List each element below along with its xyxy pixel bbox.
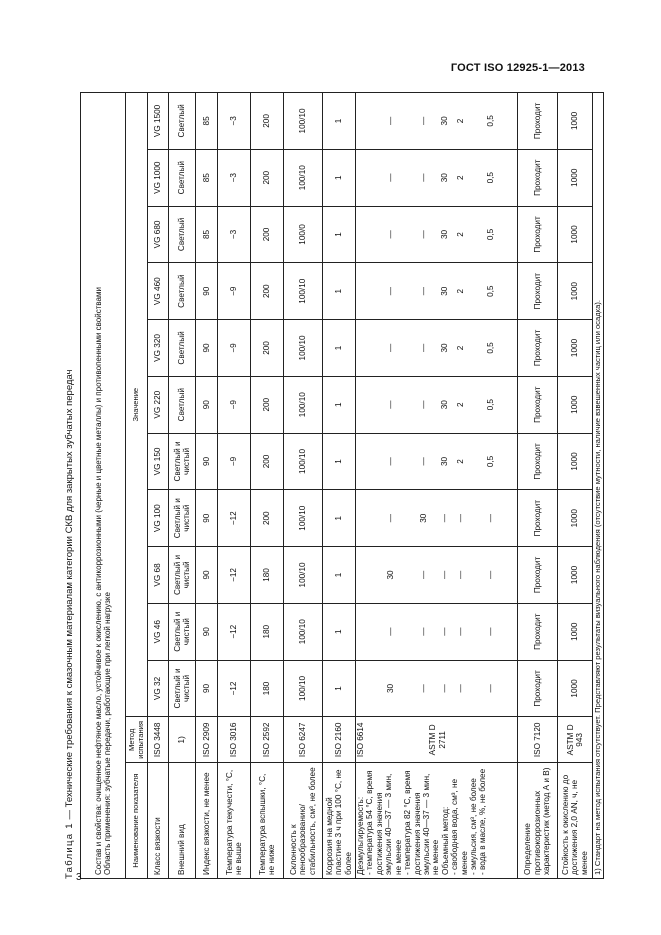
demulsibility-value: 0,5 [486, 342, 495, 354]
demulsibility-value: — [386, 343, 395, 353]
value-cell: 85 [196, 93, 218, 150]
demulsibility-value: — [419, 684, 428, 693]
demulsibility-value: 30 [386, 683, 395, 694]
demulsibility-value: — [419, 400, 428, 409]
demulsibility-title: Деэмульгируемость: [356, 796, 365, 875]
intro-composition: Состав и свойства: очищенное нефтяное масло, устойчивое к окислению, с антикоррозионными (черные и цветные металлы) и противопенными свойствами [93, 287, 103, 875]
table-caption-label: Таблица 1 [64, 822, 75, 879]
demulsibility-value: 2 [456, 232, 465, 237]
demulsibility-value: — [386, 514, 395, 523]
row-indicator: Склонность к пенообразованию/стабильность, см³, не более [284, 763, 323, 879]
value-cell: 90 [196, 263, 218, 320]
demulsibility-value: — [386, 173, 395, 182]
value-cell: 1000 [558, 376, 593, 433]
rotated-table-area [60, 92, 602, 879]
row-method: ISO 3448 [148, 717, 169, 763]
row-indicator: Класс вязкости [148, 763, 169, 879]
row-indicator: Температура вспышки, °С, не ниже [251, 763, 284, 879]
value-cell: 100/10 [284, 263, 323, 320]
header-method: Метод испытания [126, 717, 148, 763]
intro-row [81, 93, 126, 879]
value-cell: Светлый и чистый [169, 660, 196, 717]
demulsibility-value: 30 [440, 173, 449, 183]
value-cell: −9 [218, 263, 251, 320]
value-cell: 1 [323, 263, 356, 320]
value-cell [356, 490, 518, 547]
value-cell: Светлый [169, 206, 196, 263]
row-indicator: Индекс вязкости, не менее [196, 763, 218, 879]
demulsibility-value: — [486, 627, 495, 636]
demulsibility-value: 0,5 [486, 399, 495, 411]
demulsibility-value: — [419, 343, 428, 353]
value-cell: 1 [323, 433, 356, 490]
value-cell: 200 [251, 263, 284, 320]
value-cell: 90 [196, 547, 218, 604]
value-cell: 1000 [558, 660, 593, 717]
value-cell: 1000 [558, 93, 593, 150]
demulsibility-value: — [456, 627, 465, 636]
value-cell: 1000 [558, 433, 593, 490]
value-cell: Светлый и чистый [169, 547, 196, 604]
value-cell: 100/10 [284, 320, 323, 377]
value-cell: 90 [196, 660, 218, 717]
value-cell: Проходит [518, 376, 558, 433]
grade-header: VG 1000 [148, 149, 169, 206]
value-cell: 1000 [558, 149, 593, 206]
demulsibility-item: - свободная вода, см³, не менее [450, 778, 469, 875]
intro-cell [81, 93, 126, 879]
demulsibility-value: — [419, 173, 428, 182]
demulsibility-value: 30 [440, 286, 449, 296]
value-cell: 100/10 [284, 376, 323, 433]
value-cell: 1000 [558, 603, 593, 660]
value-cell: 100/10 [284, 490, 323, 547]
demulsibility-value: — [419, 627, 428, 636]
demulsibility-value: 2 [456, 402, 465, 407]
value-cell: −12 [218, 490, 251, 547]
value-cell: 1 [323, 320, 356, 377]
demulsibility-value: 2 [456, 118, 465, 124]
demulsibility-item: Объемный метод: [440, 806, 450, 875]
value-cell: 90 [196, 603, 218, 660]
value-cell: −9 [218, 433, 251, 490]
row-method: ISO 7120 [518, 717, 558, 763]
grade-header: VG 100 [148, 490, 169, 547]
value-cell: 200 [251, 433, 284, 490]
value-cell: 1 [323, 376, 356, 433]
value-cell [356, 263, 518, 320]
demulsibility-item: - эмульсия, см³, не более [469, 778, 479, 875]
value-cell: 200 [251, 490, 284, 547]
value-cell: Светлый [169, 93, 196, 150]
value-cell: 1 [323, 547, 356, 604]
demulsibility-value: — [419, 457, 428, 466]
value-cell: Светлый [169, 320, 196, 377]
row-method: ISO 2160 [323, 717, 356, 763]
value-cell: 1000 [558, 490, 593, 547]
value-cell: 1 [323, 660, 356, 717]
row-indicator [356, 763, 518, 879]
value-cell: Светлый [169, 149, 196, 206]
row-method [356, 717, 518, 763]
requirements-table [80, 92, 604, 879]
demulsibility-value: — [386, 287, 395, 296]
table-row [284, 93, 323, 879]
value-cell: Проходит [518, 433, 558, 490]
value-cell: Проходит [518, 263, 558, 320]
table-caption [60, 370, 80, 879]
demulsibility-value: — [440, 570, 449, 580]
table-row [518, 93, 558, 879]
value-cell [356, 206, 518, 263]
demulsibility-item: - вода в масле, %, не более [478, 768, 488, 875]
value-cell [356, 376, 518, 433]
value-cell: 90 [196, 490, 218, 547]
table-row [251, 93, 284, 879]
value-cell: 180 [251, 547, 284, 604]
demulsibility-value: 30 [419, 513, 428, 523]
value-cell: Светлый и чистый [169, 603, 196, 660]
grade-header: VG 1500 [148, 93, 169, 150]
value-cell: −9 [218, 320, 251, 377]
demulsibility-value: — [440, 514, 449, 523]
value-cell: Проходит [518, 149, 558, 206]
demulsibility-value: 0,5 [486, 455, 495, 468]
value-cell [356, 547, 518, 604]
value-cell [356, 660, 518, 717]
demulsibility-value: 30 [440, 343, 449, 353]
value-cell: 100/0 [284, 206, 323, 263]
demulsibility-value: 0,5 [486, 172, 495, 184]
page-number: 3 [76, 872, 82, 883]
table-row [148, 93, 169, 879]
value-cell: 1000 [558, 263, 593, 320]
table-row [218, 93, 251, 879]
demulsibility-value: 0,5 [486, 285, 495, 297]
method-stack [356, 719, 517, 760]
table-row [196, 93, 218, 879]
value-cell [356, 149, 518, 206]
value-cell: 100/10 [284, 660, 323, 717]
value-cell: Проходит [518, 320, 558, 377]
grade-header: VG 46 [148, 603, 169, 660]
footnote: 1) Стандарт на метод испытания отсутствует. Представляют результаты визуального наблюдения (отсутствие мутности, наличие взвешенных частиц или осадка). [593, 93, 604, 879]
demulsibility-value: 30 [440, 116, 449, 126]
demulsibility-value: — [419, 230, 428, 239]
demulsibility-value: 0,5 [486, 228, 495, 241]
value-cell: −3 [218, 206, 251, 263]
value-cell: 200 [251, 320, 284, 377]
value-cell: Проходит [518, 547, 558, 604]
value-cell: Проходит [518, 93, 558, 150]
value-cell [356, 320, 518, 377]
value-cell: 1 [323, 490, 356, 547]
value-cell: 100/10 [284, 603, 323, 660]
row-indicator: Температура текучести, °С, не выше [218, 763, 251, 879]
value-cell: Светлый [169, 263, 196, 320]
value-cell: −3 [218, 93, 251, 150]
rotated-page-content [60, 92, 602, 879]
value-cell: 1 [323, 93, 356, 150]
value-cell: 90 [196, 433, 218, 490]
value-cell: 200 [251, 149, 284, 206]
row-indicator: Определение противокоррозионных характеристик (метод А и В) [518, 763, 558, 879]
table-row [169, 93, 196, 879]
demulsibility-value: 30 [440, 400, 449, 410]
demulsibility-value: 2 [456, 288, 465, 294]
grade-header: VG 320 [148, 320, 169, 377]
value-cell: 200 [251, 93, 284, 150]
value-cell: −12 [218, 660, 251, 717]
table-row [323, 93, 356, 879]
header-row [126, 93, 148, 879]
value-cell: −12 [218, 547, 251, 604]
demulsibility-value: — [386, 457, 395, 466]
value-cell: 1 [323, 206, 356, 263]
demulsibility-value: — [486, 570, 495, 580]
value-cell: 1000 [558, 320, 593, 377]
grade-header: VG 32 [148, 660, 169, 717]
row-indicator: Внешний вид [169, 763, 196, 879]
row-method: ISO 6247 [284, 717, 323, 763]
demulsibility-value: — [456, 514, 465, 523]
method-astm: ASTM D 2711 [428, 724, 447, 756]
grade-header: VG 680 [148, 206, 169, 263]
demulsibility-value: 30 [440, 229, 449, 240]
value-cell: Проходит [518, 660, 558, 717]
demulsibility-value: — [386, 400, 395, 409]
table-caption-title: — Технические требования к смазочным материалам категории СКВ для закрытых зубчатых передач [64, 369, 75, 820]
value-cell: Светлый [169, 376, 196, 433]
demulsibility-value: — [456, 570, 465, 580]
row-method: ISO 3016 [218, 717, 251, 763]
value-cell: 100/10 [284, 433, 323, 490]
value-cell: 100/10 [284, 93, 323, 150]
intro-application: Область применения: зубчатые передачи, работающие при легкой нагрузке [103, 592, 112, 875]
value-cell: 1000 [558, 547, 593, 604]
value-cell [356, 93, 518, 150]
demulsibility-value: 2 [456, 459, 465, 464]
demulsibility-value: 2 [456, 345, 465, 351]
demulsibility-value: — [440, 684, 449, 693]
demulsibility-value: — [456, 684, 465, 693]
demulsibility-value: 30 [386, 570, 395, 580]
row-method: ISO 2909 [196, 717, 218, 763]
demulsibility-value: 2 [456, 175, 465, 180]
value-cell: Проходит [518, 490, 558, 547]
demulsibility-value: — [419, 116, 428, 126]
value-cell: −12 [218, 603, 251, 660]
value-cell: Проходит [518, 206, 558, 263]
header-indicator: Наименование показателя [126, 763, 148, 879]
footnote-row [593, 93, 604, 879]
method-iso: ISO 6614 [356, 722, 365, 758]
value-cell: 85 [196, 149, 218, 206]
demulsibility-value: — [386, 627, 395, 636]
value-cell: Светлый и чистый [169, 490, 196, 547]
row-method: ISO 2592 [251, 717, 284, 763]
value-cell: 200 [251, 206, 284, 263]
grade-header: VG 68 [148, 547, 169, 604]
row-method: 1) [169, 717, 196, 763]
demulsibility-value: — [440, 627, 449, 636]
value-cell: 1000 [558, 206, 593, 263]
row-indicator: Стойкость к окислению до достижения 2,0 AN, ч, не менее [558, 763, 593, 879]
value-cell: 1 [323, 603, 356, 660]
demulsibility-value: — [419, 287, 428, 296]
header-value: Значение [126, 93, 148, 717]
value-cell: 1 [323, 149, 356, 206]
grade-header: VG 220 [148, 376, 169, 433]
value-cell: 200 [251, 376, 284, 433]
value-cell [356, 603, 518, 660]
demulsibility-item: - температура 82 °С, время достижения значения эмульсии 40—37 — 3 мин, не менее [403, 770, 441, 875]
value-cell: 180 [251, 603, 284, 660]
row-indicator: Коррозия на медной пластине 3 ч при 100 °С, не более [323, 763, 356, 879]
grade-header: VG 150 [148, 433, 169, 490]
value-cell: Светлый и чистый [169, 433, 196, 490]
demulsibility-value: — [386, 116, 395, 126]
value-cell: 100/10 [284, 149, 323, 206]
value-cell: 90 [196, 320, 218, 377]
grade-header: VG 460 [148, 263, 169, 320]
demulsibility-value: — [386, 230, 395, 239]
demulsibility-value: — [486, 514, 495, 523]
demulsibility-value: 30 [440, 456, 449, 467]
demulsibility-value: 0,5 [486, 115, 495, 127]
value-cell: 90 [196, 376, 218, 433]
value-cell: −9 [218, 376, 251, 433]
value-cell: 85 [196, 206, 218, 263]
document-standard-header: ГОСТ ISO 12925-1—2013 [450, 62, 585, 74]
row-method: ASTM D 943 [558, 717, 593, 763]
value-cell: 100/10 [284, 547, 323, 604]
demulsibility-value: — [419, 570, 428, 580]
value-cell: 180 [251, 660, 284, 717]
table-row [558, 93, 593, 879]
demulsibility-item: - температура 54 °С, время достижения значения эмульсии 40—37 — 3 мин, не менее [365, 770, 403, 875]
value-cell: −3 [218, 149, 251, 206]
value-cell: Проходит [518, 603, 558, 660]
table-row [356, 93, 518, 879]
value-cell [356, 433, 518, 490]
demulsibility-value: — [486, 684, 495, 693]
